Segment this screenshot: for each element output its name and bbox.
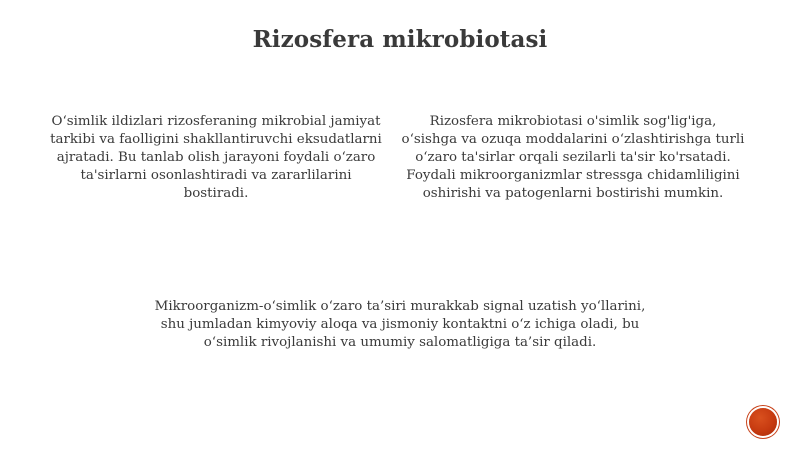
paragraph-right: Rizosfera mikrobiotasi o'simlik sog'lig'iga, o‘sishga va ozuqa moddalarini o‘zlashtirishga turli o‘zaro ta'sirlar orqali sezilarli ta'sir ko'rsatadi. Foydali mikroorganizmlar stressga chidamliligini oshirishi va patogenlarni bostirishi mumkin. bbox=[401, 114, 745, 201]
slide-title: Rizosfera mikrobiotasi bbox=[252, 26, 548, 53]
circle-nav-icon[interactable] bbox=[749, 408, 777, 436]
paragraph-left: O‘simlik ildizlari rizosferaning mikrobial jamiyat tarkibi va faolligini shakllantiruvchi eksudatlarni ajratadi. Bu tanlab olish jarayoni foydali o‘zaro ta'sirlarni osonlashtiradi va zararlilarini bostiradi. bbox=[50, 114, 382, 201]
paragraph-bottom: Mikroorganizm-o‘simlik o‘zaro ta’siri murakkab signal uzatish yo‘llarini, shu jumladan kimyoviy aloqa va jismoniy kontaktni o‘z ichiga oladi, bu o‘simlik rivojlanishi va umumiy salomatligiga ta’sir qiladi. bbox=[154, 299, 646, 350]
